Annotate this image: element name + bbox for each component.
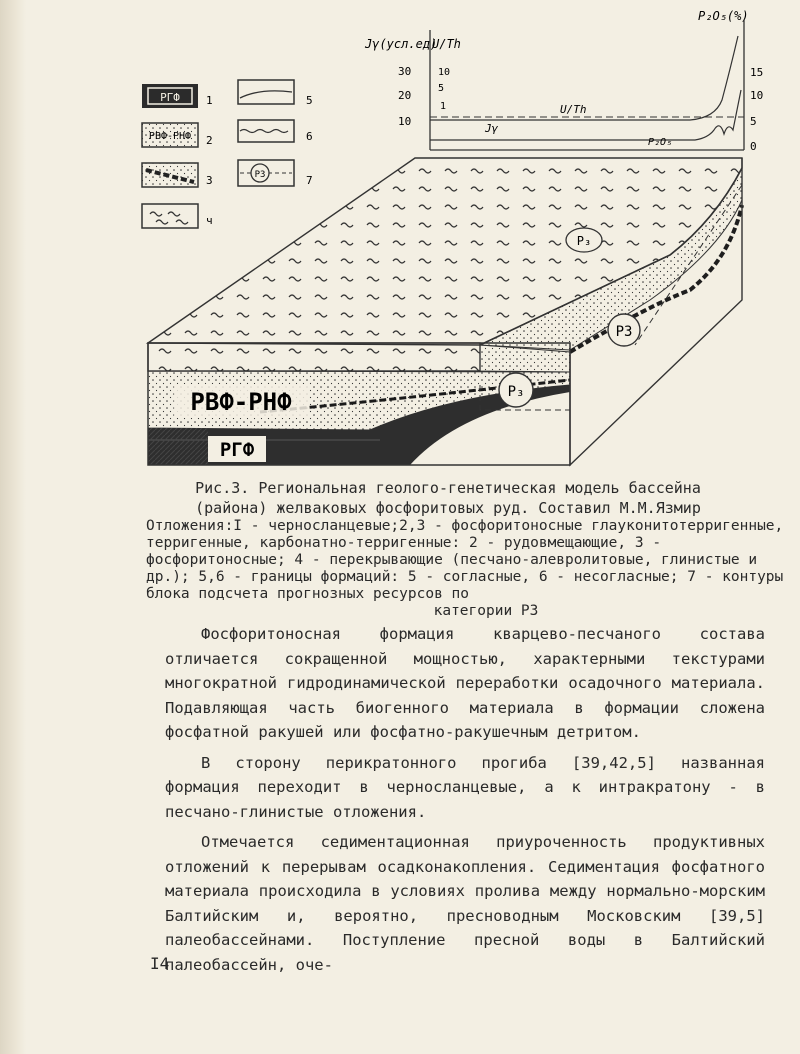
- svg-text:30: 30: [398, 65, 412, 78]
- p3-side-label: Р3: [615, 324, 633, 340]
- caption-line-1: Рис.3. Региональная геолого-генетическая модель бассейна: [195, 479, 701, 497]
- gamma-curve-label: Jγ: [485, 122, 499, 135]
- rvf-rnf-label: РВФ-РНФ: [190, 388, 292, 416]
- svg-text:5: 5: [306, 94, 313, 107]
- svg-text:РВФ-РНФ: РВФ-РНФ: [148, 131, 192, 142]
- svg-text:3: 3: [206, 174, 213, 187]
- figure-caption: [148, 478, 748, 518]
- svg-text:1: 1: [440, 101, 447, 112]
- svg-text:Р3: Р3: [254, 170, 266, 180]
- legend-item-3: [142, 163, 213, 187]
- second-axis-title: U/Th: [432, 37, 461, 51]
- legend: [142, 80, 313, 228]
- rgf-label: РГФ: [219, 439, 255, 461]
- paragraph-2: В сторону перикратонного прогиба [39,42,5] названная формация переходит в черносланцевые, а к интракратону - в песчано-глинистые отложения.: [165, 753, 765, 821]
- uth-curve-label: U/Th: [560, 103, 587, 116]
- p2o5-curve-label: P₂O₅: [648, 137, 673, 148]
- svg-text:15: 15: [750, 66, 764, 79]
- caption-line-2: (района) желваковых фосфоритовых руд. Составил М.М.Язмир: [195, 499, 701, 517]
- legend-item-7: [238, 160, 313, 187]
- page-number: I4: [150, 954, 170, 973]
- svg-text:1: 1: [206, 94, 213, 107]
- logging-graph: [364, 9, 763, 153]
- svg-text:10: 10: [398, 115, 412, 128]
- svg-text:ч: ч: [206, 214, 213, 227]
- legend-notes-last: категории Р3: [433, 603, 539, 619]
- svg-text:2: 2: [206, 134, 213, 147]
- legend-item-5: [238, 80, 313, 107]
- block-diagram: [148, 158, 742, 465]
- left-axis-title: Jγ(усл.ед): [365, 37, 438, 51]
- svg-text:5: 5: [438, 83, 445, 94]
- legend-item-1: [142, 84, 213, 108]
- svg-text:6: 6: [306, 130, 313, 143]
- svg-text:5: 5: [750, 115, 757, 128]
- legend-notes-text: Отложения:I - черносланцевые;2,3 - фосфоритоносные глауконитотерригенные, терригенные, карбонатно-терригенные: 2 - рудовмещающие, 3 - фосфоритоносные; 4 - перекрывающие (песчано-алевролитовые, глинистые и др.); 5,6 - границы формаций: 5 - согласные, 6 - несогласные; 7 - контуры блока подсчета прогнозных ресурсов по: [146, 518, 784, 602]
- svg-text:РГФ: РГФ: [160, 91, 180, 104]
- legend-item-2: [142, 123, 213, 147]
- legend-item-4: [142, 204, 213, 228]
- page-gutter: [0, 0, 26, 1054]
- paragraph-1: Фосфоритоносная формация кварцево-песчаного состава отличается сокращенной мощностью, характерными текстурами многократной гидродинамической переработки осадочного материала. Подавляющая часть биогенного материала в формации сложена фосфатной ракушей или фосфатно-ракушечным детритом.: [165, 625, 765, 741]
- p3-top-label: Р₃: [576, 234, 592, 248]
- legend-notes: [146, 518, 786, 620]
- svg-text:10: 10: [438, 67, 451, 78]
- legend-item-6: [238, 120, 313, 143]
- svg-text:20: 20: [398, 89, 412, 102]
- p3-front-label: Р₃: [507, 384, 525, 400]
- right-axis-title: P₂O₅(%): [698, 9, 749, 23]
- svg-text:7: 7: [306, 174, 313, 187]
- svg-text:0: 0: [750, 140, 757, 153]
- paragraph-3: Отмечается седиментационная приуроченность продуктивных отложений к перерывам осадконакопления. Седиментация фосфатного материала происходила в условиях пролива между нормально-морским Балтийским и, вероятно, пресноводным Московским [39,5] палеобассейнами. Поступление пресной воды в Балтийский палеобассейн, оче-: [165, 833, 765, 974]
- geologic-figure: [130, 0, 770, 470]
- svg-text:10: 10: [750, 89, 764, 102]
- body-text: [165, 622, 765, 983]
